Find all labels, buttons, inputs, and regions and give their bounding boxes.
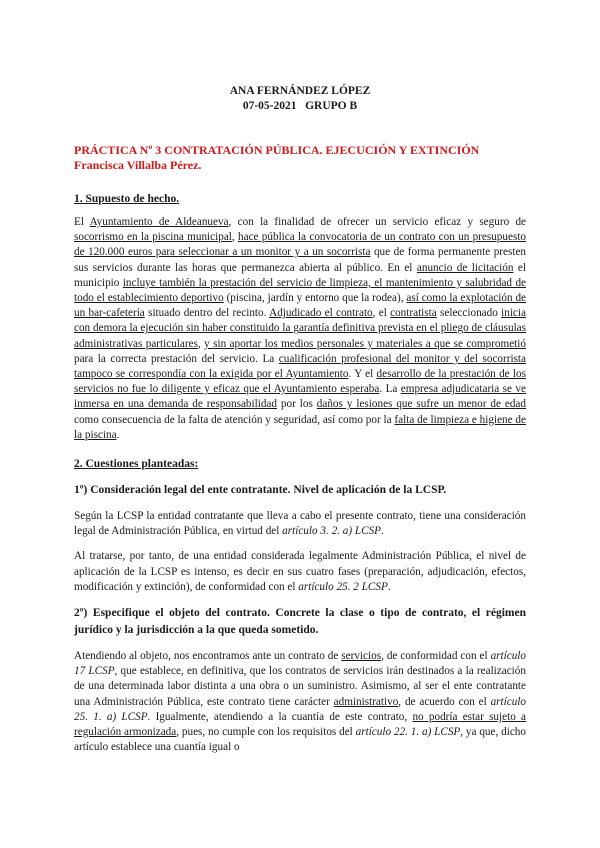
- underlined-text: Adjudicado el contrato: [269, 307, 373, 320]
- answer-2-paragraph-1: [74, 649, 526, 755]
- underlined-text: desarrollo de la prestación de los servicios no fue lo diligente y eficaz que el Ayuntamiento esperaba: [74, 368, 526, 396]
- underlined-text: administrativo: [333, 695, 399, 708]
- underlined-text: incluye también la prestación del servicio de limpieza, el mantenimiento y salubridad de todo el establecimiento deportivo: [74, 276, 526, 305]
- text-run: , pues, no cumple con los requisitos del: [176, 726, 356, 739]
- underlined-text: daños y lesiones que sufre un menor de edad: [316, 398, 526, 411]
- text-run: (piscina, jardín y entorno que la rodea),: [223, 292, 407, 305]
- underlined-text: administrativas particulares: [74, 337, 198, 350]
- document-body: [74, 84, 526, 755]
- text-run: . Igualmente, atendiendo a la cuantía de este contrato,: [147, 710, 413, 723]
- text-run: . Y el: [348, 368, 377, 381]
- underlined-text: Ayuntamiento de Aldeanueva: [89, 216, 229, 228]
- italic-reference: artículo 3. 2. a) LCSP: [282, 525, 381, 538]
- answer-1-paragraph-1: [74, 509, 526, 539]
- underlined-text: socorrismo en la piscina municipal: [74, 231, 232, 244]
- question-2: 2º) Especifique el objeto del contrato. Concrete la clase o tipo de contrato, el régimen jurídico y la jurisdicción a la que queda sometido.: [74, 607, 526, 637]
- underlined-text: empresa adjudicataria se ve inmersa en una demanda de responsabilidad: [74, 383, 526, 411]
- italic-reference: artículo 25. 2 LCSP: [298, 580, 388, 593]
- question-1: 1º) Consideración legal del ente contratante. Nivel de aplicación de la LCSP.: [74, 484, 447, 497]
- text-run: , el: [372, 307, 391, 320]
- italic-reference: artículo 17 LCSP: [74, 650, 526, 678]
- text-run: por los: [276, 398, 317, 411]
- underlined-text: inicia con demora la ejecución sin haber constituido la garantía definitiva prevista en el pliego de cláusulas: [74, 307, 526, 335]
- underlined-text: falta de limpieza e higiene de la piscina: [74, 413, 526, 441]
- underlined-text: servicios: [341, 650, 382, 663]
- text-run: .: [116, 428, 120, 441]
- underlined-text: así como la explotación de un bar-cafetería: [74, 292, 527, 320]
- text-run: Atendiendo al objeto, nos encontramos ante un contrato de: [74, 650, 342, 663]
- section-1-heading: 1. Supuesto de hecho.: [74, 193, 180, 205]
- text-run: . La: [379, 383, 401, 396]
- text-run: .: [387, 580, 391, 593]
- text-run: , que establece, en definitiva, que los contratos de servicios irán destinados a la realización de una determinada labor distinta a una obra o un suministro. Asimismo, al ser el ente contratante una Administración Pública, este contrato tiene carácter: [74, 665, 526, 708]
- underlined-text: y sin aportar los medios personales y materiales a que se comprometió: [204, 337, 526, 350]
- underlined-text: no podría estar sujeto a regulación armonizada: [74, 710, 526, 739]
- text-run: el municipio: [74, 261, 527, 289]
- underlined-text: cualificación profesional del monitor y del socorrista tampoco se correspondía con la exigida por el Ayuntamiento: [74, 352, 526, 381]
- text-run: situado dentro del recinto.: [144, 307, 270, 320]
- underlined-text: contratista: [390, 307, 437, 320]
- text-run: ,: [231, 231, 239, 244]
- underlined-text: hace pública la convocatoria de un contrato con un presupuesto de 120.000 euros para seleccionar a un monitor y a un socorrista: [74, 231, 527, 259]
- text-run: El: [74, 216, 90, 228]
- text-run: para la correcta prestación del servicio. La: [74, 352, 279, 365]
- italic-reference: artículo 22. 1. a) LCSP: [355, 726, 461, 739]
- text-run: .: [381, 525, 384, 538]
- section-2-heading: 2. Cuestiones planteadas:: [74, 458, 199, 471]
- author-name: ANA FERNÁNDEZ LÓPEZ: [229, 85, 371, 97]
- professor-name: Francisca Villalba Pérez.: [74, 158, 202, 172]
- answer-1-paragraph-2: [74, 549, 526, 595]
- case-paragraph: [74, 215, 526, 443]
- text-run: , ya que, dicho artículo establece una cuantía igual o: [74, 726, 526, 754]
- text-run: que de forma permanente presten sus servicios durante las horas que permanezca abierta al público. En el: [74, 246, 527, 274]
- text-run: , con la finalidad de ofrecer un servicio eficaz y seguro de: [228, 216, 527, 228]
- italic-reference: artículo 25. 1. a) LCSP: [74, 695, 526, 723]
- text-run: Según la LCSP la entidad contratante que lleva a cabo el presente contrato, tiene una consideración legal de Administración Pública, en virtud del: [74, 510, 526, 538]
- text-run: ,: [197, 337, 205, 350]
- text-run: como consecuencia de la falta de atención y seguridad, así como por la: [74, 413, 395, 426]
- underlined-text: anuncio de licitación: [416, 261, 514, 274]
- text-run: seleccionado: [436, 307, 502, 320]
- text-run: Al tratarse, por tanto, de una entidad considerada legalmente Administración Pública, el nivel de aplicación de la LCSP es intenso, es decir en sus cuatro fases (preparación, adjudicación, efectos, modificación y extinción), de conformidad con el: [74, 550, 526, 593]
- text-run: , de acuerdo con el: [398, 695, 491, 708]
- text-run: , de conformidad con el: [381, 650, 491, 663]
- practice-title: PRÁCTICA Nº 3 CONTRATACIÓN PÚBLICA. EJECUCIÓN Y EXTINCIÓN: [74, 143, 480, 157]
- date-group: 07-05-2021 GRUPO B: [242, 100, 358, 112]
